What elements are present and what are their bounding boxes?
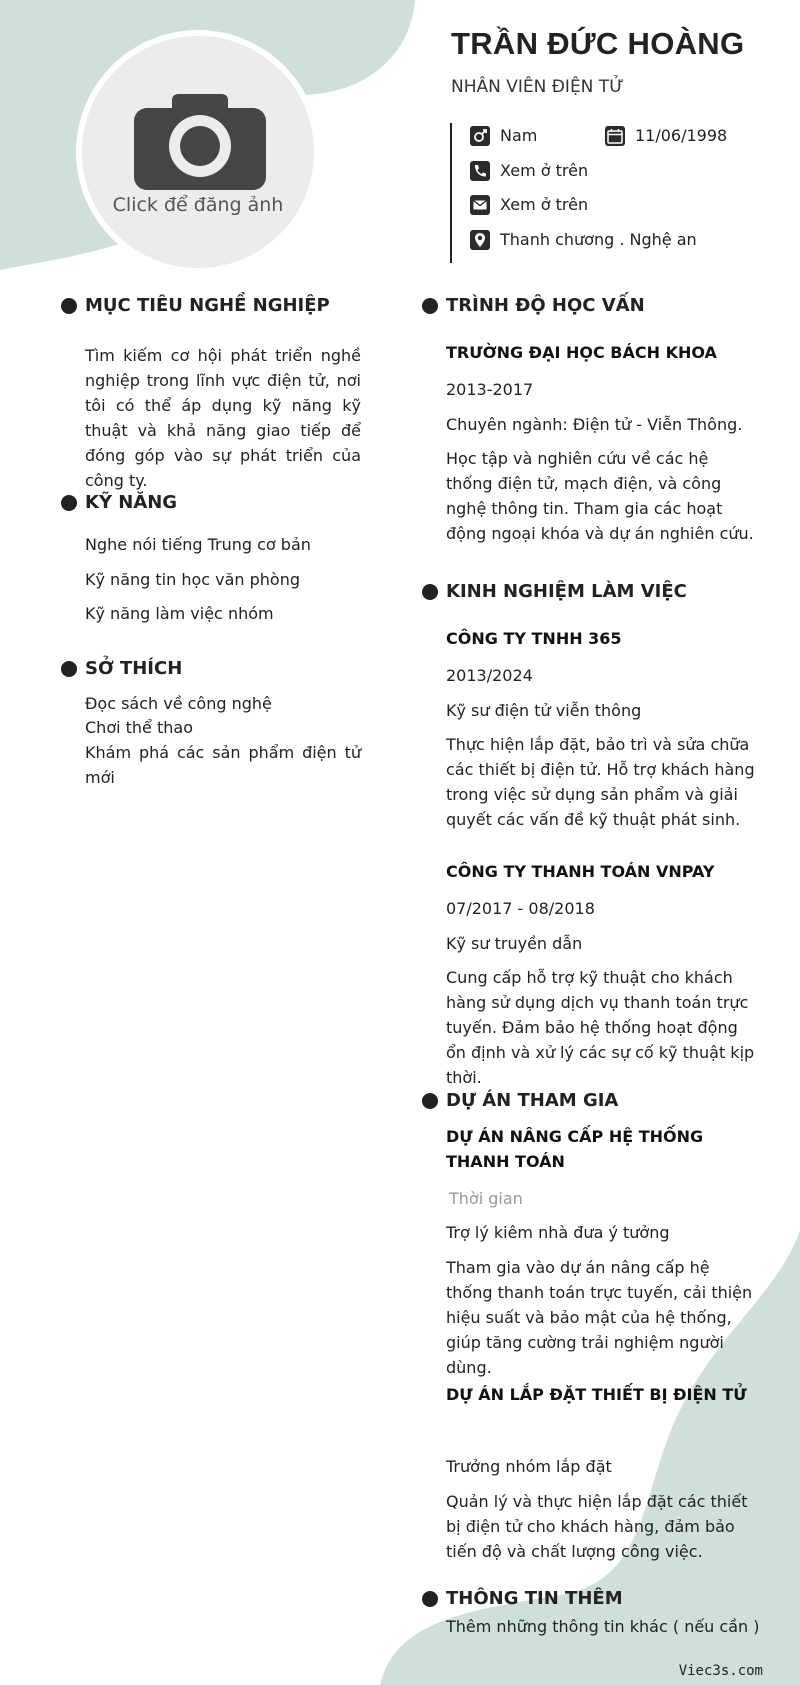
projects-title: DỰ ÁN THAM GIA xyxy=(446,1090,619,1111)
section-bullet xyxy=(422,584,438,600)
job-role: Kỹ sư truyền dẫn xyxy=(446,934,583,953)
upload-photo-text: Click để đăng ảnh xyxy=(112,194,284,216)
objective-text: Tìm kiếm cơ hội phát triển nghề nghiệp trong lĩnh vực điện tử, nơi tôi có thể áp dụng kỹ năng kỹ thuật và khả năng giao tiếp để đóng góp vào sự phát triển của công ty. xyxy=(85,346,361,490)
objective-title: MỤC TIÊU NGHỀ NGHIỆP xyxy=(85,295,330,316)
skill-item: Kỹ năng tin học văn phòng xyxy=(85,570,301,589)
phone-icon xyxy=(470,161,490,181)
education-description: Học tập và nghiên cứu về các hệ thống điện tử, mạch điện, và công nghệ thông tin. Tham gia các hoạt động ngoại khóa và dự án nghiên cứu. xyxy=(446,449,754,543)
section-bullet xyxy=(61,298,77,314)
skill-item: Kỹ năng làm việc nhóm xyxy=(85,604,274,623)
job-description: Cung cấp hỗ trợ kỹ thuật cho khách hàng sử dụng dịch vụ thanh toán trực tuyến. Đảm bảo hệ thống hoạt động ổn định và xử lý các sự cố kỹ thuật kịp thời. xyxy=(446,968,755,1087)
gender-icon xyxy=(470,126,490,146)
avatar-upload[interactable] xyxy=(76,30,320,274)
job-title: NHÂN VIÊN ĐIỆN TỬ xyxy=(451,77,624,97)
mail-icon xyxy=(470,195,490,215)
project-name: DỰ ÁN NÂNG CẤP HỆ THỐNG THANH TOÁN xyxy=(446,1127,704,1171)
gender-value: Nam xyxy=(500,126,538,145)
camera-icon xyxy=(82,36,314,268)
section-bullet xyxy=(61,661,77,677)
additional-info-text: Thêm những thông tin khác ( nếu cần ) xyxy=(446,1617,760,1636)
project-role: Trợ lý kiêm nhà đưa ý tưởng xyxy=(446,1223,670,1242)
education-title: TRÌNH ĐỘ HỌC VẤN xyxy=(446,295,645,316)
project-name: DỰ ÁN LẮP ĐẶT THIẾT BỊ ĐIỆN TỬ xyxy=(446,1385,747,1404)
job-role: Kỹ sư điện tử viễn thông xyxy=(446,701,642,720)
experience-title: KINH NGHIỆM LÀM VIỆC xyxy=(446,581,687,602)
job-description: Thực hiện lắp đặt, bảo trì và sửa chữa các thiết bị điện tử. Hỗ trợ khách hàng trong việc sử dụng sản phẩm và giải quyết các vấn đề kỹ thuật phát sinh. xyxy=(446,735,755,829)
school-name: TRƯỜNG ĐẠI HỌC BÁCH KHOA xyxy=(446,343,717,362)
additional-info-title: THÔNG TIN THÊM xyxy=(446,1588,623,1609)
hobby-item: Khám phá các sản phẩm điện tử mới xyxy=(85,743,361,787)
project-description: Tham gia vào dự án nâng cấp hệ thống thanh toán trực tuyến, cải thiện hiệu suất và bảo mật của hệ thống, giúp tăng cường trải nghiệm người dùng. xyxy=(446,1258,753,1377)
project-description: Quản lý và thực hiện lắp đặt các thiết bị điện tử cho khách hàng, đảm bảo tiến độ và chất lượng công việc. xyxy=(446,1492,748,1561)
watermark: Viec3s.com xyxy=(678,1663,763,1679)
company-name: CÔNG TY TNHH 365 xyxy=(446,629,622,648)
hobbies-title: SỞ THÍCH xyxy=(85,658,183,679)
project-time: Thời gian xyxy=(449,1189,523,1208)
job-period: 07/2017 - 08/2018 xyxy=(446,899,595,918)
section-bullet xyxy=(61,495,77,511)
company-name: CÔNG TY THANH TOÁN VNPAY xyxy=(446,862,715,881)
section-bullet xyxy=(422,1591,438,1607)
contact-divider xyxy=(450,123,452,263)
section-bullet xyxy=(422,1093,438,1109)
education-period: 2013-2017 xyxy=(446,380,534,399)
hobby-item: Đọc sách về công nghệ xyxy=(85,694,272,713)
hobby-item: Chơi thể thao xyxy=(85,718,193,737)
calendar-icon xyxy=(605,126,625,146)
section-bullet xyxy=(422,298,438,314)
location-pin-icon xyxy=(470,230,490,250)
phone-value: Xem ở trên xyxy=(500,161,589,180)
address-value: Thanh chương . Nghệ an xyxy=(500,230,697,249)
birthday-value: 11/06/1998 xyxy=(635,126,728,145)
email-value: Xem ở trên xyxy=(500,195,589,214)
education-major: Chuyên ngành: Điện tử - Viễn Thông. xyxy=(446,415,743,434)
skill-item: Nghe nói tiếng Trung cơ bản xyxy=(85,535,311,554)
skills-title: KỸ NĂNG xyxy=(85,492,178,513)
candidate-name: TRẦN ĐỨC HOÀNG xyxy=(451,26,745,61)
project-role: Trưởng nhóm lắp đặt xyxy=(446,1457,612,1476)
job-period: 2013/2024 xyxy=(446,666,533,685)
